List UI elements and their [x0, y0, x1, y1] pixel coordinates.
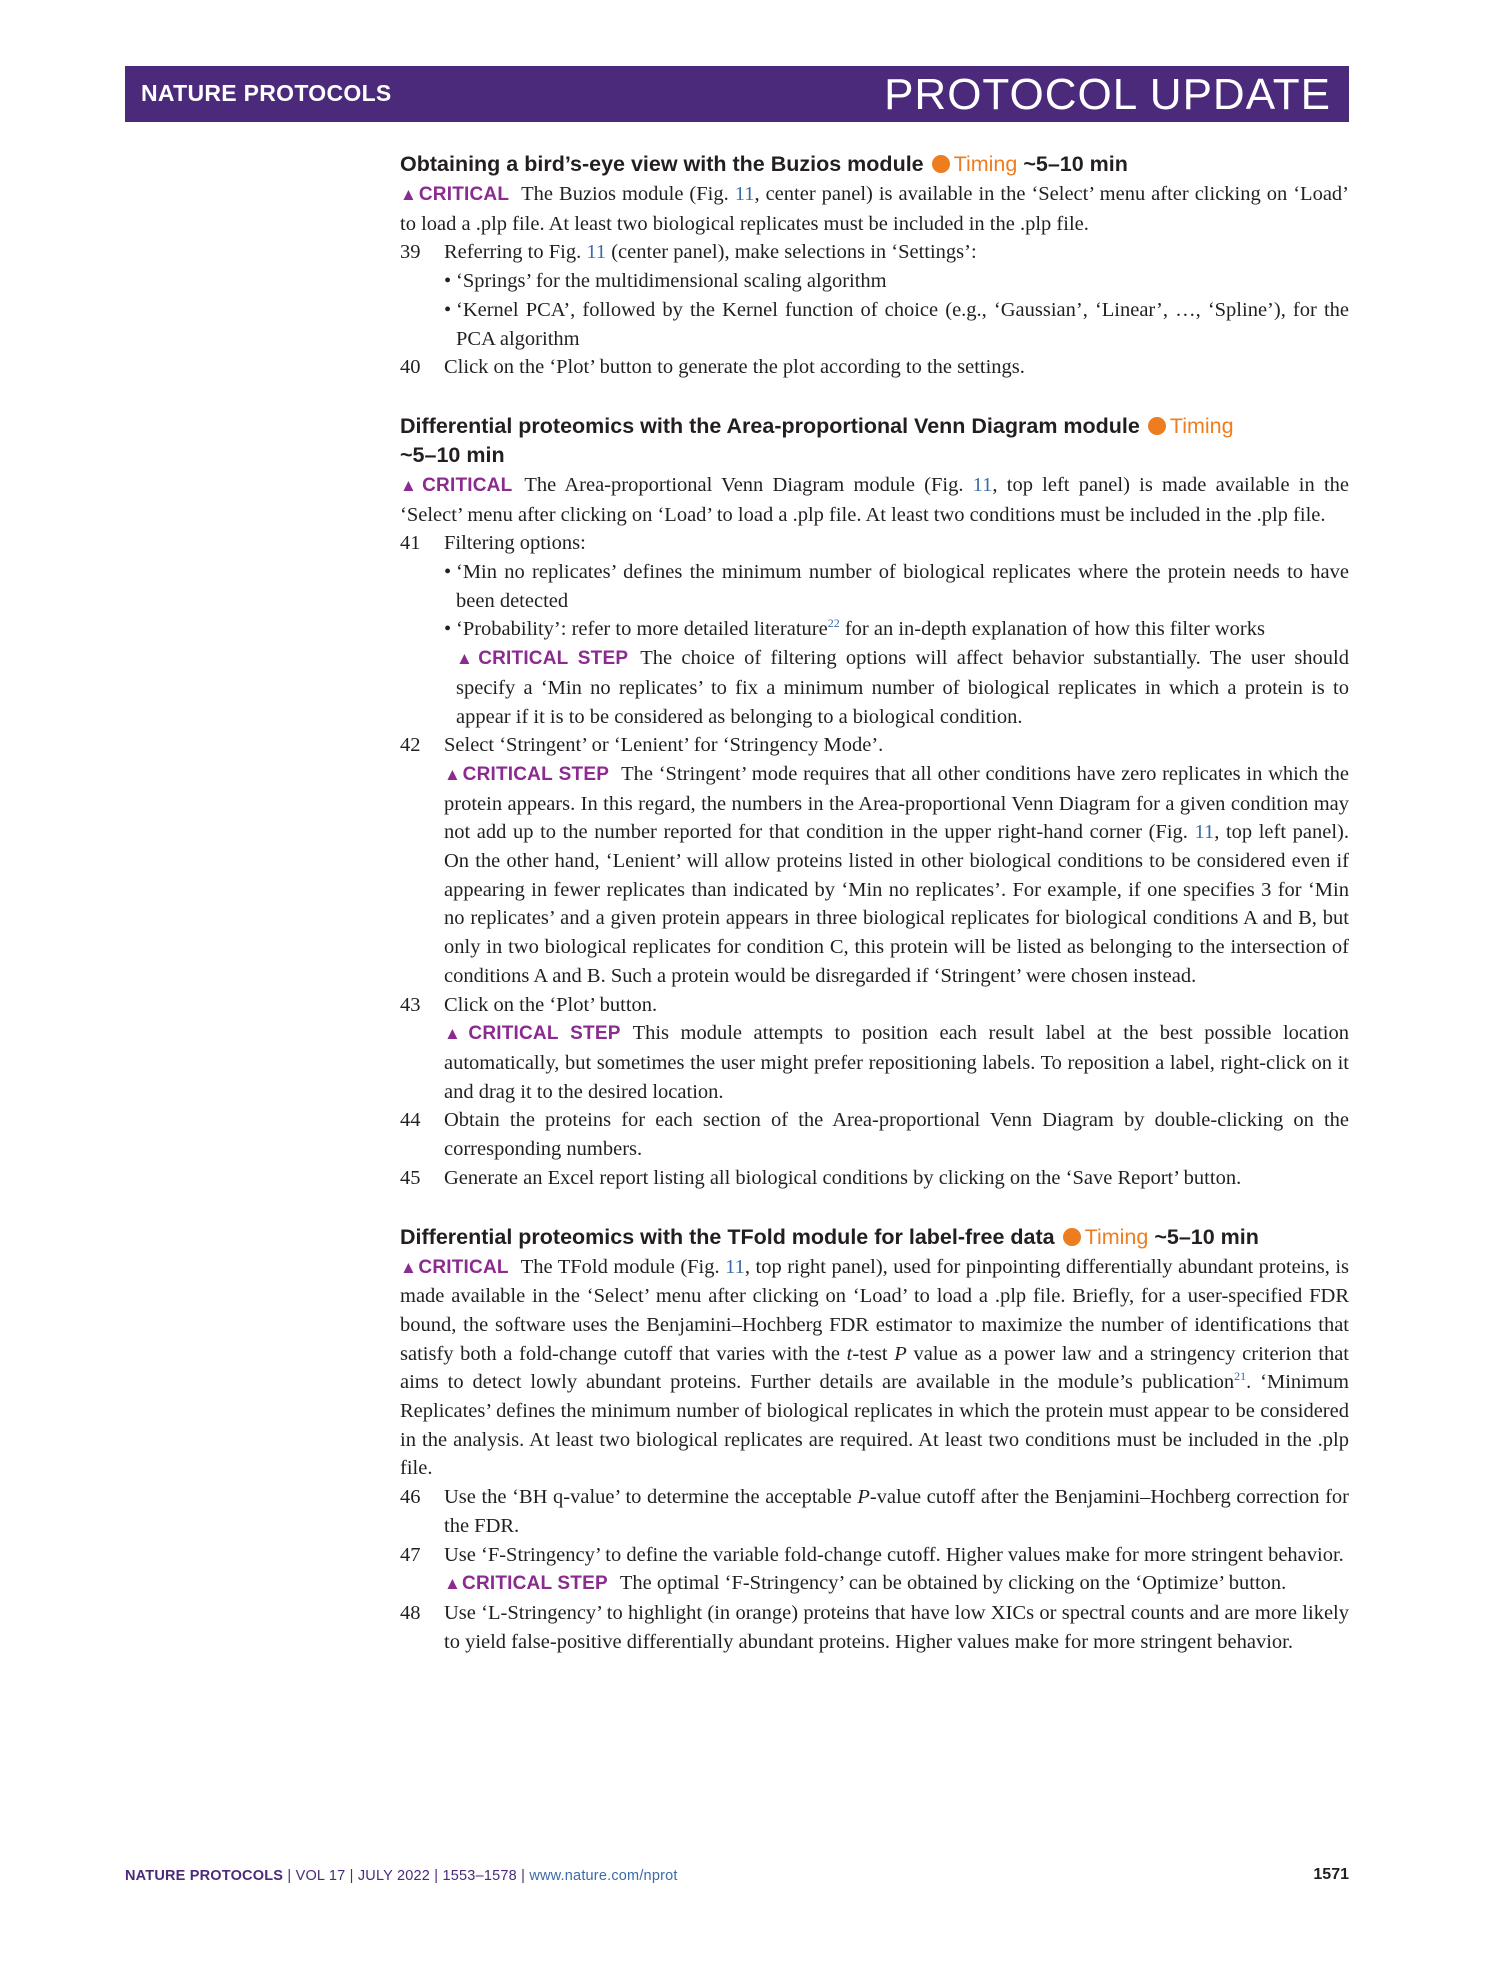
footer-pages: 1553–1578 — [442, 1868, 517, 1884]
section-title-text: Differential proteomics with the TFold module for label-free data — [400, 1224, 1055, 1249]
section-title — [400, 1223, 1349, 1252]
bullet-icon: • — [444, 561, 452, 584]
warning-triangle-icon: ▲ — [400, 185, 418, 204]
citation-link[interactable]: 22 — [827, 616, 840, 631]
critical-step-note: ▲CRITICAL STEP This module attempts to position each result label at the best possible location automatically, but sometimes the user might prefer repositioning labels. To reposition a label, right-click on it and drag it to the desired location. — [444, 1022, 1349, 1103]
step-number: 42 — [400, 734, 421, 757]
section-title — [400, 412, 1349, 470]
footer-journal: NATURE PROTOCOLS — [125, 1868, 284, 1884]
step-46: 46 Use the ‘BH q-value’ to determine the acceptable P-value cutoff after the Benjamini–Hochberg correction for the FDR. — [400, 1483, 1349, 1540]
bullet-icon: • — [444, 618, 452, 641]
article-body — [400, 150, 1349, 1656]
bullet-icon: • — [444, 270, 452, 293]
step-47: 47 Use ‘F-Stringency’ to define the variable fold-change cutoff. Higher values make for more stringent behavior. ▲CRITICAL STEP The optimal ‘F-Stringency’ can be obtained by clicking on the ‘Optimize’ button. — [400, 1541, 1349, 1599]
step-number: 39 — [400, 241, 421, 264]
step-40: 40 Click on the ‘Plot’ button to generate the plot according to the settings. — [400, 353, 1349, 382]
section-venn — [400, 412, 1349, 1193]
list-item: • ‘Kernel PCA’, followed by the Kernel function of choice (e.g., ‘Gaussian’, ‘Linear’, …, ‘Spline’), for the PCA algorithm — [444, 296, 1349, 353]
footer-volume: VOL 17 — [295, 1868, 346, 1884]
step-number: 48 — [400, 1601, 421, 1624]
critical-step-note: ▲CRITICAL STEP The ‘Stringent’ mode requires that all other conditions have zero replicates in which the protein appears. In this regard, the numbers in the Area-proportional Venn Diagram for a given condition may not add up to the number reported for that condition in the upper right-hand corner (Fig. 11, top left panel). On the other hand, ‘Lenient’ will allow proteins listed in other biological conditions to be considered even if appearing in fewer replicates than indicated by ‘Min no replicates’. For example, if one specifies 3 for ‘Min no replicates’ and a given protein appears in three biological replicates for biological conditions A and B, but only in two biological replicates for condition C, this protein will be listed as belonging to the intersection of conditions A and B. Such a protein would be disregarded if ‘Stringent’ were chosen instead. — [444, 762, 1349, 987]
bullet-list — [444, 558, 1349, 644]
footer-date: JULY 2022 — [357, 1868, 431, 1884]
critical-step-badge: ▲CRITICAL STEP — [444, 1573, 608, 1595]
citation-link[interactable]: 21 — [1234, 1369, 1247, 1384]
warning-triangle-icon: ▲ — [444, 764, 462, 784]
step-number: 43 — [400, 993, 421, 1016]
step-number: 41 — [400, 532, 421, 555]
critical-badge: ▲CRITICAL — [400, 184, 510, 205]
timing-dot-icon — [932, 155, 950, 173]
step-39: 39 Referring to Fig. 11 (center panel), make selections in ‘Settings’: • ‘Springs’ for the multidimensional scaling algorithm • ‘Kernel PCA’, followed by the Kernel function of choice (e.g., ‘Gaussian’, ‘Linear’, …, ‘Spline’), for the PCA algorithm — [400, 238, 1349, 353]
section-title — [400, 150, 1349, 179]
critical-note: ▲CRITICAL The TFold module (Fig. 11, top right panel), used for pinpointing differentially abundant proteins, is made available in the ‘Select’ menu after clicking on ‘Load’ to load a .plp file. Briefly, for a user-specified FDR bound, the software uses the Benjamini–Hochberg FDR estimator to maximize the number of identifications that satisfy both a fold-change cutoff that varies with the t-test P value as a power law and a stringency criterion that aims to detect lowly abundant proteins. Further details are available in the module’s publication$^{21}$. ‘Minimum Replicates’ defines the minimum number of biological replicates in which the protein must appear to be considered in the analysis. At least two biological replicates are required. At least two conditions must be included in the .plp file. — [400, 1255, 1350, 1480]
section-title-text: Differential proteomics with the Area-proportional Venn Diagram module — [400, 413, 1140, 438]
footer-citation: NATURE PROTOCOLS | VOL 17 | JULY 2022 | 1553–1578 | www.nature.com/nprot — [125, 1868, 678, 1884]
section-title-text: Obtaining a bird’s-eye view with the Buzios module — [400, 152, 924, 176]
critical-badge: ▲CRITICAL — [400, 474, 513, 496]
step-number: 45 — [400, 1166, 421, 1189]
step-number: 40 — [400, 356, 421, 379]
bullet-icon: • — [444, 298, 452, 321]
timing-value: ~5–10 min — [400, 442, 505, 467]
timing-dot-icon — [1148, 417, 1166, 435]
bullet-list — [444, 267, 1349, 353]
figure-ref-link[interactable]: 11 — [586, 241, 607, 264]
figure-ref-link[interactable]: 11 — [972, 473, 993, 496]
step-48: 48 Use ‘L-Stringency’ to highlight (in orange) proteins that have low XICs or spectral counts and are more likely to yield false-positive differentially abundant proteins. Higher values make for more stringent behavior. — [400, 1599, 1349, 1656]
critical-step-badge: ▲CRITICAL STEP — [456, 648, 629, 670]
step-45: 45 Generate an Excel report listing all biological conditions by clicking on the ‘Save Report’ button. — [400, 1164, 1349, 1193]
figure-ref-link[interactable]: 11 — [734, 183, 755, 205]
critical-badge: ▲CRITICAL — [400, 1256, 509, 1278]
timing-dot-icon — [1063, 1228, 1081, 1246]
step-number: 47 — [400, 1543, 421, 1566]
warning-triangle-icon: ▲ — [400, 1257, 418, 1277]
timing-label: Timing — [1169, 413, 1234, 438]
step-44: 44 Obtain the proteins for each section of the Area-proportional Venn Diagram by double-clicking on the corresponding numbers. — [400, 1106, 1349, 1163]
timing-value: ~5–10 min — [1023, 152, 1128, 176]
step-number: 44 — [400, 1109, 421, 1132]
list-item: • ‘Springs’ for the multidimensional scaling algorithm — [444, 267, 1349, 296]
figure-ref-link[interactable]: 11 — [725, 1255, 745, 1278]
figure-ref-link[interactable]: 11 — [1194, 821, 1215, 844]
step-number: 46 — [400, 1486, 421, 1509]
critical-step-note: ▲CRITICAL STEP The choice of filtering options will affect behavior substantially. The user should specify a ‘Min no replicates’ to fix a minimum number of biological replicates in which a protein is to appear if it is to be considered as belonging to a biological condition. — [456, 647, 1349, 728]
timing-label: Timing — [953, 152, 1018, 176]
warning-triangle-icon: ▲ — [400, 475, 422, 495]
section-buzios — [400, 150, 1349, 382]
article-type: PROTOCOL UPDATE — [884, 70, 1331, 119]
section-tfold — [400, 1223, 1349, 1657]
journal-header-bar — [125, 66, 1349, 122]
list-item: • ‘Probability’: refer to more detailed literature$^{22}$ for an in-depth explanation of how this filter works — [444, 615, 1349, 644]
critical-step-badge: ▲CRITICAL STEP — [444, 1023, 621, 1045]
warning-triangle-icon: ▲ — [444, 1024, 468, 1044]
critical-step-note: ▲CRITICAL STEP The optimal ‘F-Stringency’ can be obtained by clicking on the ‘Optimize’ button. — [444, 1572, 1287, 1595]
timing-value: ~5–10 min — [1154, 1224, 1259, 1249]
page-number: 1571 — [1313, 1866, 1349, 1883]
warning-triangle-icon: ▲ — [444, 1574, 462, 1594]
timing-label: Timing — [1084, 1224, 1149, 1249]
critical-note: ▲CRITICAL The Area-proportional Venn Diagram module (Fig. 11, top left panel) is made available in the ‘Select’ menu after clicking on ‘Load’ to load a .plp file. At least two conditions must be included in the .plp file. — [400, 473, 1350, 526]
step-43: 43 Click on the ‘Plot’ button. ▲CRITICAL STEP This module attempts to position each result label at the best possible location automatically, but sometimes the user might prefer repositioning labels. To reposition a label, right-click on it and drag it to the desired location. — [400, 991, 1349, 1107]
critical-step-badge: ▲CRITICAL STEP — [444, 763, 610, 785]
step-42: 42 Select ‘Stringent’ or ‘Lenient’ for ‘Stringency Mode’. ▲CRITICAL STEP The ‘Stringent’ mode requires that all other conditions have zero replicates in which the protein appears. In this regard, the numbers in the Area-proportional Venn Diagram for a given condition may not add up to the number reported for that condition in the upper right-hand corner (Fig. 11, top left panel). On the other hand, ‘Lenient’ will allow proteins listed in other biological conditions to be considered even if appearing in fewer replicates than indicated by ‘Min no replicates’. For example, if one specifies 3 for ‘Min no replicates’ and a given protein appears in three biological replicates for biological conditions A and B, but only in two biological replicates for condition C, this protein will be listed as belonging to the intersection of conditions A and B. Such a protein would be disregarded if ‘Stringent’ were chosen instead. — [400, 731, 1349, 990]
warning-triangle-icon: ▲ — [456, 649, 478, 669]
journal-name: NATURE PROTOCOLS — [141, 80, 392, 106]
footer-url-link[interactable]: www.nature.com/nprot — [529, 1868, 678, 1884]
list-item: • ‘Min no replicates’ defines the minimum number of biological replicates where the protein needs to have been detected — [444, 558, 1349, 615]
step-41: 41 Filtering options: • ‘Min no replicates’ defines the minimum number of biological replicates where the protein needs to have been detected • ‘Probability’: refer to more detailed literature$^{22}$ for an in-depth explanation of how this filter works ▲CRITICAL STEP The choice of filtering options will affect behavior substantially. The user should specify a ‘Min no replicates’ to fix a minimum number of biological replicates in which a protein is to appear if it is to be considered as belonging to a biological condition. — [400, 529, 1349, 731]
critical-note: ▲CRITICAL The Buzios module (Fig. 11, center panel) is available in the ‘Select’ menu after clicking on ‘Load’ to load a .plp file. At least two biological replicates must be included in the .plp file. — [400, 183, 1349, 235]
